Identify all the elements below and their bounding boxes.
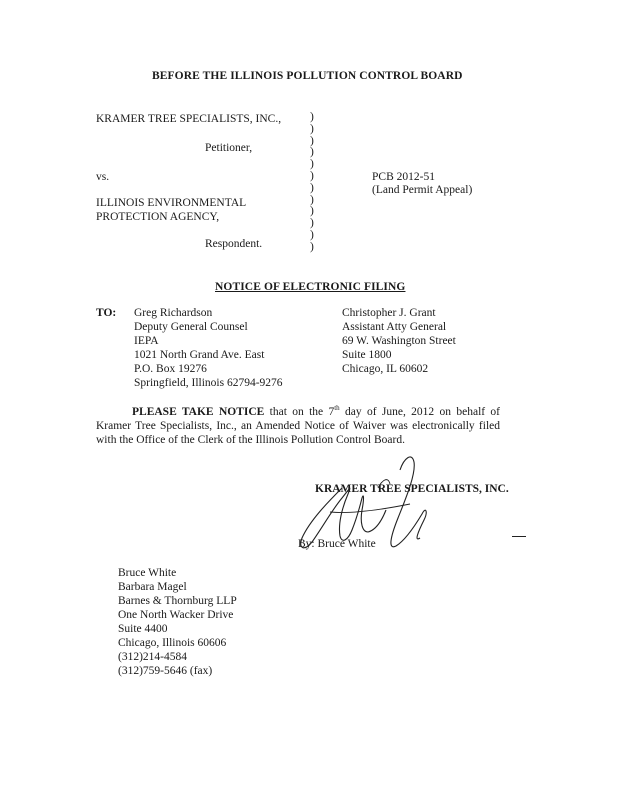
notice-title: NOTICE OF ELECTRONIC FILING (215, 281, 406, 293)
respondent-name-line2: PROTECTION AGENCY, (96, 211, 220, 223)
signer-prefix: By: (298, 538, 315, 550)
caption-paren: ) (310, 193, 314, 206)
recipient1-block (134, 306, 283, 390)
recipient2-block (342, 306, 456, 376)
board-title: BEFORE THE ILLINOIS POLLUTION CONTROL BOARD (152, 70, 463, 82)
petitioner-name: KRAMER TREE SPECIALISTS, INC., (96, 113, 282, 125)
caption-paren: ) (310, 228, 314, 241)
recipient1-line: IEPA (134, 335, 159, 347)
case-type: (Land Permit Appeal) (372, 184, 473, 196)
caption-paren: ) (310, 169, 314, 182)
attorney-line: Barbara Magel (118, 581, 187, 593)
day-suffix: th (334, 404, 340, 412)
case-number: PCB 2012-51 (372, 171, 435, 183)
attorney-line: Suite 4400 (118, 623, 168, 635)
notice-text-before-day: that on the 7 (264, 405, 335, 418)
caption-paren: ) (310, 181, 314, 194)
attorney-line: Bruce White (118, 567, 177, 579)
caption-paren-column (310, 112, 320, 254)
attorney-line: Barnes & Thornburg LLP (118, 595, 237, 607)
recipient1-line: Springfield, Illinois 62794-9276 (134, 377, 283, 389)
recipient1-line: P.O. Box 19276 (134, 363, 207, 375)
firm-name: KRAMER TREE SPECIALISTS, INC. (315, 483, 509, 495)
recipient1-line: 1021 North Grand Ave. East (134, 349, 265, 361)
caption-paren: ) (310, 205, 314, 218)
recipient2-line: Assistant Atty General (342, 321, 447, 333)
caption-paren: ) (310, 217, 314, 230)
recipient2-line: Suite 1800 (342, 349, 392, 361)
versus-label: vs. (96, 171, 110, 183)
notice-text-after-day: day of June, 2012 on behalf of Kramer Tree Specialists, Inc., an Amended Notice of Waiver was electronically filed with the Office of the Clerk of the Illinois Pollution Control Board. (96, 405, 501, 446)
signer-line (298, 537, 376, 551)
recipient2-line: Chicago, IL 60602 (342, 363, 429, 375)
attorney-line: (312)759-5646 (fax) (118, 665, 213, 677)
attorney-line: Chicago, Illinois 60606 (118, 637, 227, 649)
respondent-role: Respondent. (205, 238, 263, 250)
recipient1-line: Greg Richardson (134, 307, 213, 319)
signature-line (512, 536, 526, 537)
petitioner-role: Petitioner, (205, 142, 253, 154)
attorney-line: (312)214-4584 (118, 651, 187, 663)
attorney-line: One North Wacker Drive (118, 609, 234, 621)
signer-name: Bruce White (317, 538, 376, 550)
recipient2-line: Christopher J. Grant (342, 307, 436, 319)
notice-lead: PLEASE TAKE NOTICE (132, 405, 265, 418)
to-label: TO: (96, 307, 117, 319)
respondent-name-line1: ILLINOIS ENVIRONMENTAL (96, 197, 247, 209)
caption-paren: ) (310, 111, 314, 123)
caption-paren: ) (310, 146, 314, 159)
recipient2-line: 69 W. Washington Street (342, 335, 456, 347)
attorney-block (118, 566, 237, 678)
recipient1-line: Deputy General Counsel (134, 321, 248, 333)
caption-paren: ) (310, 240, 314, 253)
caption-paren: ) (310, 134, 314, 147)
caption-paren: ) (310, 158, 314, 171)
caption-paren: ) (310, 122, 314, 135)
